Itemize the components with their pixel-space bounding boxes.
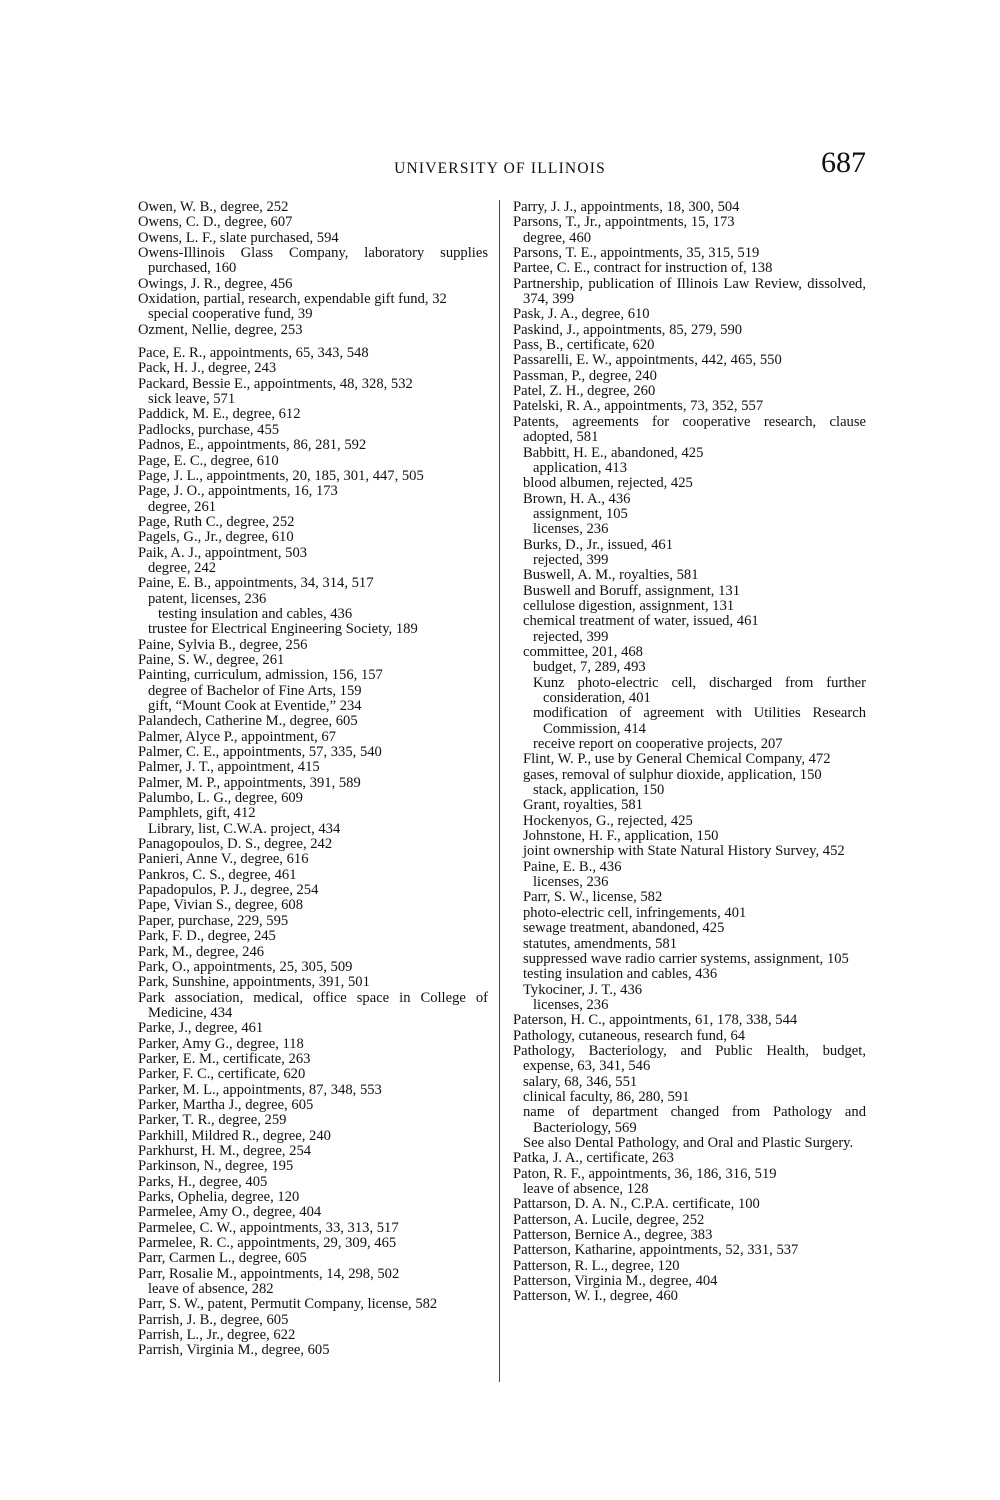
index-subentry: joint ownership with State Natural History Survey, 452 [523,843,845,860]
index-entry: Paddick, M. E., degree, 612 [138,406,301,423]
index-entry: Palmer, Alyce P., appointment, 67 [138,728,337,745]
index-entry: Paik, A. J., appointment, 503 [138,544,308,561]
index-subentry: Johnstone, H. F., application, 150 [523,828,719,845]
index-entry: Page, J. O., appointments, 16, 173 [138,483,338,500]
index-column-left [138,200,488,1359]
index-subentry: degree, 261 [148,498,217,515]
page-number: 687 [821,146,866,179]
index-entry: Paper, purchase, 229, 595 [138,912,289,929]
index-entry: Park, F. D., degree, 245 [138,928,276,945]
index-entry: Patterson, Bernice A., degree, 383 [513,1227,713,1244]
index-subentry: budget, 7, 289, 493 [533,659,646,676]
index-entry: Patterson, Katharine, appointments, 52, 331, 537 [513,1242,799,1259]
index-entry: Pask, J. A., degree, 610 [513,306,650,323]
index-subentry: gift, “Mount Cook at Eventide,” 234 [148,698,362,714]
index-subentry: Grant, royalties, 581 [523,797,643,814]
index-subentry: assignment, 105 [533,505,628,522]
index-entry: Page, J. L., appointments, 20, 185, 301, 447, 505 [138,467,424,484]
index-entry: Parker, T. R., degree, 259 [138,1112,287,1129]
index-subentry: chemical treatment of water, issued, 461 [523,613,759,630]
index-entry: Patka, J. A., certificate, 263 [513,1150,674,1167]
index-entry: Parsons, T. E., appointments, 35, 315, 519 [513,245,760,262]
index-subentry: sewage treatment, abandoned, 425 [523,920,725,937]
index-entry: Parmelee, Amy O., degree, 404 [138,1204,322,1221]
index-subentry: receive report on cooperative projects, 207 [533,736,783,753]
index-entry: Owings, J. R., degree, 456 [138,275,293,292]
index-entry: Padlocks, purchase, 455 [138,421,280,438]
index-entry: Patel, Z. H., degree, 260 [513,383,656,400]
index-entry: Parkhurst, H. M., degree, 254 [138,1142,312,1159]
index-subentry: committee, 201, 468 [523,643,643,660]
index-subentry: testing insulation and cables, 436 [158,605,353,622]
index-entry: Patelski, R. A., appointments, 73, 352, 557 [513,398,764,415]
index-subentry: clinical faculty, 86, 280, 591 [523,1088,690,1105]
index-subentry: trustee for Electrical Engineering Society, 189 [148,621,418,638]
index-entry: Owens, C. D., degree, 607 [138,214,293,231]
index-subentry: Hockenyos, G., rejected, 425 [523,812,693,829]
index-subentry: See also Dental Pathology, and Oral and Plastic Surgery. [523,1134,854,1151]
index-subentry: Buswell, A. M., royalties, 581 [523,567,699,584]
index-entry: Park, Sunshine, appointments, 391, 501 [138,974,370,991]
index-subentry: Library, list, C.W.A. project, 434 [148,820,341,837]
index-subentry: Buswell and Boruff, assignment, 131 [523,582,740,599]
index-entry: Parker, F. C., certificate, 620 [138,1066,306,1083]
index-subentry: Brown, H. A., 436 [523,490,631,507]
index-entry: Parr, Rosalie M., appointments, 14, 298, 502 [138,1265,400,1282]
index-entry: Pass, B., certificate, 620 [513,337,655,354]
index-subentry: suppressed wave radio carrier systems, assignment, 105 [523,950,849,967]
running-title: UNIVERSITY OF ILLINOIS [394,160,606,177]
index-entry: Patterson, Virginia M., degree, 404 [513,1273,718,1290]
index-entry: Parker, E. M., certificate, 263 [138,1050,311,1067]
index-entry: Partnership, publication of Illinois Law Review, dissolved, 374, 399 [513,275,866,308]
index-entry: Palmer, M. P., appointments, 391, 589 [138,774,361,791]
index-subentry: Tykociner, J. T., 436 [523,981,643,998]
index-entry: Palmer, J. T., appointment, 415 [138,759,320,776]
index-entry: Painting, curriculum, admission, 156, 157 [138,667,383,684]
index-entry: Passman, P., degree, 240 [513,367,657,384]
index-entry: Panagopoulos, D. S., degree, 242 [138,836,333,853]
index-entry: Pagels, G., Jr., degree, 610 [138,529,294,546]
index-subentry: application, 413 [533,459,628,476]
index-subentry: gases, removal of sulphur dioxide, application, 150 [523,766,822,783]
index-entry: Pankros, C. S., degree, 461 [138,866,297,883]
index-entry: Parks, H., degree, 405 [138,1173,268,1190]
index-subentry: cellulose digestion, assignment, 131 [523,597,735,614]
index-entry: Papadopulos, P. J., degree, 254 [138,882,319,899]
index-entry: Patterson, R. L., degree, 120 [513,1257,680,1274]
index-entry: Pathology, Bacteriology, and Public Health, budget, expense, 63, 341, 546 [513,1042,866,1075]
index-entry: Patterson, W. I., degree, 460 [513,1288,678,1305]
index-entry: Park association, medical, office space in College of Medicine, 434 [138,989,488,1021]
index-subentry: blood albumen, rejected, 425 [523,475,693,492]
index-entry: Parkinson, N., degree, 195 [138,1158,294,1175]
index-entry: Parr, Carmen L., degree, 605 [138,1250,307,1267]
index-entry: Paine, Sylvia B., degree, 256 [138,636,308,653]
index-entry: Passarelli, E. W., appointments, 442, 465, 550 [513,352,782,369]
index-entry: Parks, Ophelia, degree, 120 [138,1189,300,1205]
index-entry: Panieri, Anne V., degree, 616 [138,851,309,868]
index-entry: Patterson, A. Lucile, degree, 252 [513,1211,705,1228]
index-entry: Paton, R. F., appointments, 36, 186, 316, 519 [513,1165,777,1182]
index-subentry: statutes, amendments, 581 [523,935,678,952]
index-entry: Owen, W. B., degree, 252 [138,199,289,215]
index-subentry: leave of absence, 282 [148,1281,274,1298]
index-subentry: degree, 242 [148,559,217,576]
index-subentry: modification of agreement with Utilities Research Commission, 414 [533,705,866,737]
index-entry: Owens, L. F., slate purchased, 594 [138,229,339,246]
index-subentry: Burks, D., Jr., issued, 461 [523,536,673,553]
index-entry: Paskind, J., appointments, 85, 279, 590 [513,321,743,338]
column-divider [499,200,500,1382]
index-subentry: Babbitt, H. E., abandoned, 425 [523,444,704,461]
index-subentry: patent, licenses, 236 [148,590,267,607]
index-entry: Palumbo, L. G., degree, 609 [138,790,303,807]
index-entry: Pape, Vivian S., degree, 608 [138,897,304,914]
index-entry: Ozment, Nellie, degree, 253 [138,321,303,338]
index-entry: Parker, Amy G., degree, 118 [138,1035,304,1052]
index-entry: Owens-Illinois Glass Company, laboratory supplies purchased, 160 [138,245,488,277]
index-entry: Parrish, J. B., degree, 605 [138,1311,289,1328]
index-subentry: licenses, 236 [533,521,609,538]
index-entry: Patents, agreements for cooperative research, clause adopted, 581 [513,413,866,446]
index-subentry: Paine, E. B., 436 [523,858,622,875]
index-entry: Page, E. C., degree, 610 [138,452,279,469]
index-entry: Parmelee, C. W., appointments, 33, 313, 517 [138,1219,399,1236]
index-subentry: degree of Bachelor of Fine Arts, 159 [148,682,362,699]
index-entry: Packard, Bessie E., appointments, 48, 328, 532 [138,375,413,392]
index-subentry: Kunz photo-electric cell, discharged from further consideration, 401 [533,674,866,706]
index-entry: Parkhill, Mildred R., degree, 240 [138,1127,331,1144]
index-subentry: licenses, 236 [533,874,609,891]
index-subentry: Parr, S. W., license, 582 [523,889,663,906]
index-entry: Pamphlets, gift, 412 [138,805,256,822]
index-entry: Palandech, Catherine M., degree, 605 [138,713,358,730]
index-entry: Parker, M. L., appointments, 87, 348, 553 [138,1081,382,1098]
index-entry: Paine, S. W., degree, 261 [138,651,285,668]
index-subentry: photo-electric cell, infringements, 401 [523,904,747,921]
index-entry: Parr, S. W., patent, Permutit Company, license, 582 [138,1296,438,1313]
index-subentry: leave of absence, 128 [523,1181,649,1197]
index-entry: Park, O., appointments, 25, 305, 509 [138,958,353,975]
index-entry: Parmelee, R. C., appointments, 29, 309, 465 [138,1235,397,1252]
index-entry: Paine, E. B., appointments, 34, 314, 517 [138,575,374,592]
index-subentry: rejected, 399 [533,551,609,568]
index-subentry: sick leave, 571 [148,391,236,408]
index-entry: Park, M., degree, 246 [138,943,265,960]
page-header [0,146,1000,186]
index-entry: Parrish, Virginia M., degree, 605 [138,1342,330,1359]
index-subentry: licenses, 236 [533,996,609,1013]
index-entry: Parker, Martha J., degree, 605 [138,1096,314,1113]
index-subentry: stack, application, 150 [533,782,665,799]
index-entry: Parsons, T., Jr., appointments, 15, 173 [513,214,735,231]
index-subentry: salary, 68, 346, 551 [523,1073,638,1090]
index-entry: Pack, H. J., degree, 243 [138,360,277,377]
index-entry: Padnos, E., appointments, 86, 281, 592 [138,437,367,454]
index-entry: Oxidation, partial, research, expendable gift fund, 32 [138,291,447,308]
index-subentry: degree, 460 [523,229,592,246]
index-entry: Pattarson, D. A. N., C.P.A. certificate, 100 [513,1196,760,1213]
index-entry: Partee, C. E., contract for instruction of, 138 [513,260,773,277]
index-subentry: name of department changed from Pathology and Bacteriology, 569 [523,1104,866,1136]
index-subentry: testing insulation and cables, 436 [523,966,718,983]
index-entry: Pace, E. R., appointments, 65, 343, 548 [138,345,369,362]
index-entry: Paterson, H. C., appointments, 61, 178, 338, 544 [513,1012,798,1029]
index-column-right [513,200,866,1305]
index-entry: Palmer, C. E., appointments, 57, 335, 540 [138,744,382,761]
index-entry: Pathology, cutaneous, research fund, 64 [513,1027,746,1044]
index-entry: Parke, J., degree, 461 [138,1020,264,1037]
index-subentry: Flint, W. P., use by General Chemical Company, 472 [523,751,831,768]
index-entry: Page, Ruth C., degree, 252 [138,513,295,530]
index-entry: Parrish, L., Jr., degree, 622 [138,1327,296,1344]
index-entry: Parry, J. J., appointments, 18, 300, 504 [513,199,740,215]
index-subentry: special cooperative fund, 39 [148,306,313,323]
index-subentry: rejected, 399 [533,628,609,645]
